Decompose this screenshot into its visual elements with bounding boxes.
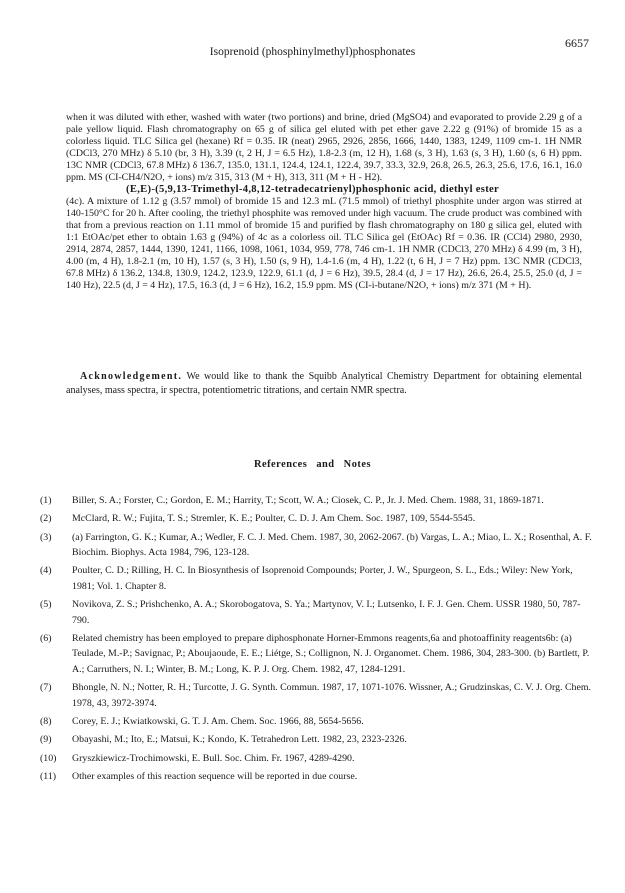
reference-item <box>40 714 592 730</box>
acknowledgement-text: We would like to thank the Squibb Analytical Chemistry Department for obtaining elemental analyses, mass spectra, ir spectra, potentiometric titrations, and certain NMR spectra. <box>66 371 582 397</box>
reference-number: (10) <box>40 752 57 764</box>
reference-number: (1) <box>40 495 52 506</box>
reference-item <box>40 732 592 748</box>
experimental-paragraph-phosphonate <box>66 184 582 292</box>
reference-text: Related chemistry has been employed to prepare diphosphonate Horner-Emmons reagents,6a and photoaffinity reagents6b: (a) Teulade, M.-P.; Savignac, P.; Aboujaoude, E. E.; Liétge, S.; Collignon, N. J. Organomet. Chem. 1986, 304, 283-300. (b) Bartlett, P. A.; Carruthers, N. I.; Winter, B. M.; Long, K. P. J. Org. Chem. 1982, 47, 1284-1291. <box>72 632 590 675</box>
reference-number: (7) <box>40 682 52 694</box>
running-title: Isoprenoid (phosphinylmethyl)phosphonates <box>209 46 416 58</box>
reference-item <box>40 631 592 678</box>
reference-number: (8) <box>40 716 52 728</box>
acknowledgement-title: Acknowledgement. <box>80 371 183 382</box>
reference-item <box>40 530 592 561</box>
reference-text: Gryszkiewicz-Trochimowski, E. Bull. Soc. Chim. Fr. 1967, 4289-4290. <box>72 752 355 764</box>
reference-text: Bhongle, N. N.; Notter, R. H.; Turcotte, J. G. Synth. Commun. 1987, 17, 1071-1076. Wissner, A.; Grudzinskas, C. V. J. Org. Chem. 1978, 43, 3972-3974. <box>72 682 591 709</box>
experimental-paragraph-bromide: when it was diluted with ether, washed with water (two portions) and brine, dried (MgSO4) and evaporated to provide 2.29 g of a pale yellow liquid. Flash chromatography on 65 g of silica gel eluted with pet ether gave 2.22 g (91%) of bromide 15 as a colorless liquid. TLC Silica gel (hexane) Rf = 0.35. IR (neat) 2965, 2926, 2856, 1666, 1440, 1383, 1249, 1109 cm-1. 1H NMR (CDCl3, 270 MHz) δ 5.10 (br, 3 H), 3.39 (t, 2 H, J = 6.5 Hz), 1.8-2.3 (m, 12 H), 1.68 (s, 3 H), 1.63 (s, 3 H), 1.60 (s, 6 H) ppm. 13C NMR (CDCl3, 67.8 MHz) δ 136.7, 135.0, 131.1, 124.4, 124.1, 122.4, 39.7, 33.3, 32.9, 26.8, 26.5, 26.3, 25.6, 17.6, 16.1, 16.0 ppm. MS (CI-CH4/N2O, + ions) m/z 315, 313 (M + H), 313, 311 (M + H - H2). <box>66 112 582 183</box>
reference-text: McClard, R. W.; Fujita, T. S.; Stremler, K. E.; Poulter, C. D. J. Am Chem. Soc. 1987, 109, 5544-5545. <box>72 513 476 525</box>
reference-item <box>40 597 592 628</box>
reference-item <box>40 769 592 785</box>
reference-number: (5) <box>40 599 52 611</box>
reference-number: (11) <box>40 770 57 782</box>
compound-procedure: (4c). A mixture of 1.12 g (3.57 mmol) of bromide 15 and 12.3 mL (71.5 mmol) of triethyl phosphite under argon was stirred at 140-150°C for 20 h. After cooling, the triethyl phosphite was removed under high vacuum. The crude product was combined with that from a previous reaction on 1.11 mmol of bromide 15 and purified by flash chromatography on 180 g silica gel, eluted with 1:1 EtOAc/pet ether to obtain 1.63 g (94%) of 4c as a colorless oil. TLC Silica gel (EtOAc) Rf = 0.36. IR (CCl4) 2980, 2930, 2914, 2874, 2857, 1444, 1390, 1241, 1166, 1098, 1061, 1034, 959, 778, 746 cm-1. 1H NMR (CDCl3, 270 MHz) δ 4.99 (m, 3 H), 4.00 (m, 4 H), 1.8-2.1 (m, 10 H), 1.57 (s, 3 H), 1.50 (s, 9 H), 1.4-1.6 (m, 4 H), 1.22 (t, 6 H, J = 7 Hz) ppm. 13C NMR (CDCl3, 67.8 MHz) δ 136.2, 134.8, 130.9, 124.2, 123.9, 122.9, 61.1 (d, J = 6 Hz), 39.5, 28.4 (d, J = 17 Hz), 26.6, 26.4, 25.5, 25.0 (d, J = 140 Hz), 22.5 (d, J = 4 Hz), 17.5, 16.3 (d, J = 6 Hz), 16.2, 15.9 ppm. MS (CI-i-butane/N2O, + ions) m/z 371 (M + H). <box>66 196 582 291</box>
reference-text: Poulter, C. D.; Rilling, H. C. In Biosynthesis of Isoprenoid Compounds; Porter, J. W., Spurgeon, S. L., Eds.; Wiley: New York, 1981; Vol. 1. Chapter 8. <box>72 565 573 592</box>
reference-number: (6) <box>40 632 52 644</box>
reference-text: Biller, S. A.; Forster, C.; Gordon, E. M.; Harrity, T.; Scott, W. A.; Ciosek, C. P., Jr. J. Med. Chem. 1988, 31, 1869-1871. <box>72 495 544 506</box>
reference-item <box>40 493 592 509</box>
experimental-section <box>66 112 582 292</box>
reference-item <box>40 563 592 594</box>
reference-text: Obayashi, M.; Ito, E.; Matsui, K.; Kondo, K. Tetrahedron Lett. 1982, 23, 2323-2326. <box>72 734 407 746</box>
page-number: 6657 <box>565 36 589 50</box>
reference-number: (3) <box>40 531 52 543</box>
reference-number: (4) <box>40 565 52 577</box>
reference-text: Corey, E. J.; Kwiatkowski, G. T. J. Am. Chem. Soc. 1966, 88, 5654-5656. <box>72 716 364 728</box>
acknowledgement-section <box>66 370 582 399</box>
references-title: References and Notes <box>253 459 372 470</box>
reference-item <box>40 680 592 711</box>
reference-item <box>40 511 592 527</box>
reference-text: Other examples of this reaction sequence will be reported in due course. <box>72 770 358 782</box>
reference-number: (9) <box>40 734 52 746</box>
reference-item <box>40 751 592 767</box>
references-list <box>40 493 592 787</box>
reference-text: Novikova, Z. S.; Prishchenko, A. A.; Skorobogatova, S. Ya.; Martynov, V. I.; Lutsenko, I. F. J. Gen. Chem. USSR 1980, 50, 787-790. <box>72 599 581 626</box>
reference-text: (a) Farrington, G. K.; Kumar, A.; Wedler, F. C. J. Med. Chem. 1987, 30, 2062-2067. (b) Vargas, L. A.; Miao, L. X.; Rosenthal, A. F. Biochim. Biophys. Acta 1984, 796, 123-128. <box>72 531 592 559</box>
reference-number: (2) <box>40 513 52 525</box>
compound-heading: (E,E)-(5,9,13-Trimethyl-4,8,12-tetradecatrienyl)phosphonic acid, diethyl ester <box>126 184 500 195</box>
